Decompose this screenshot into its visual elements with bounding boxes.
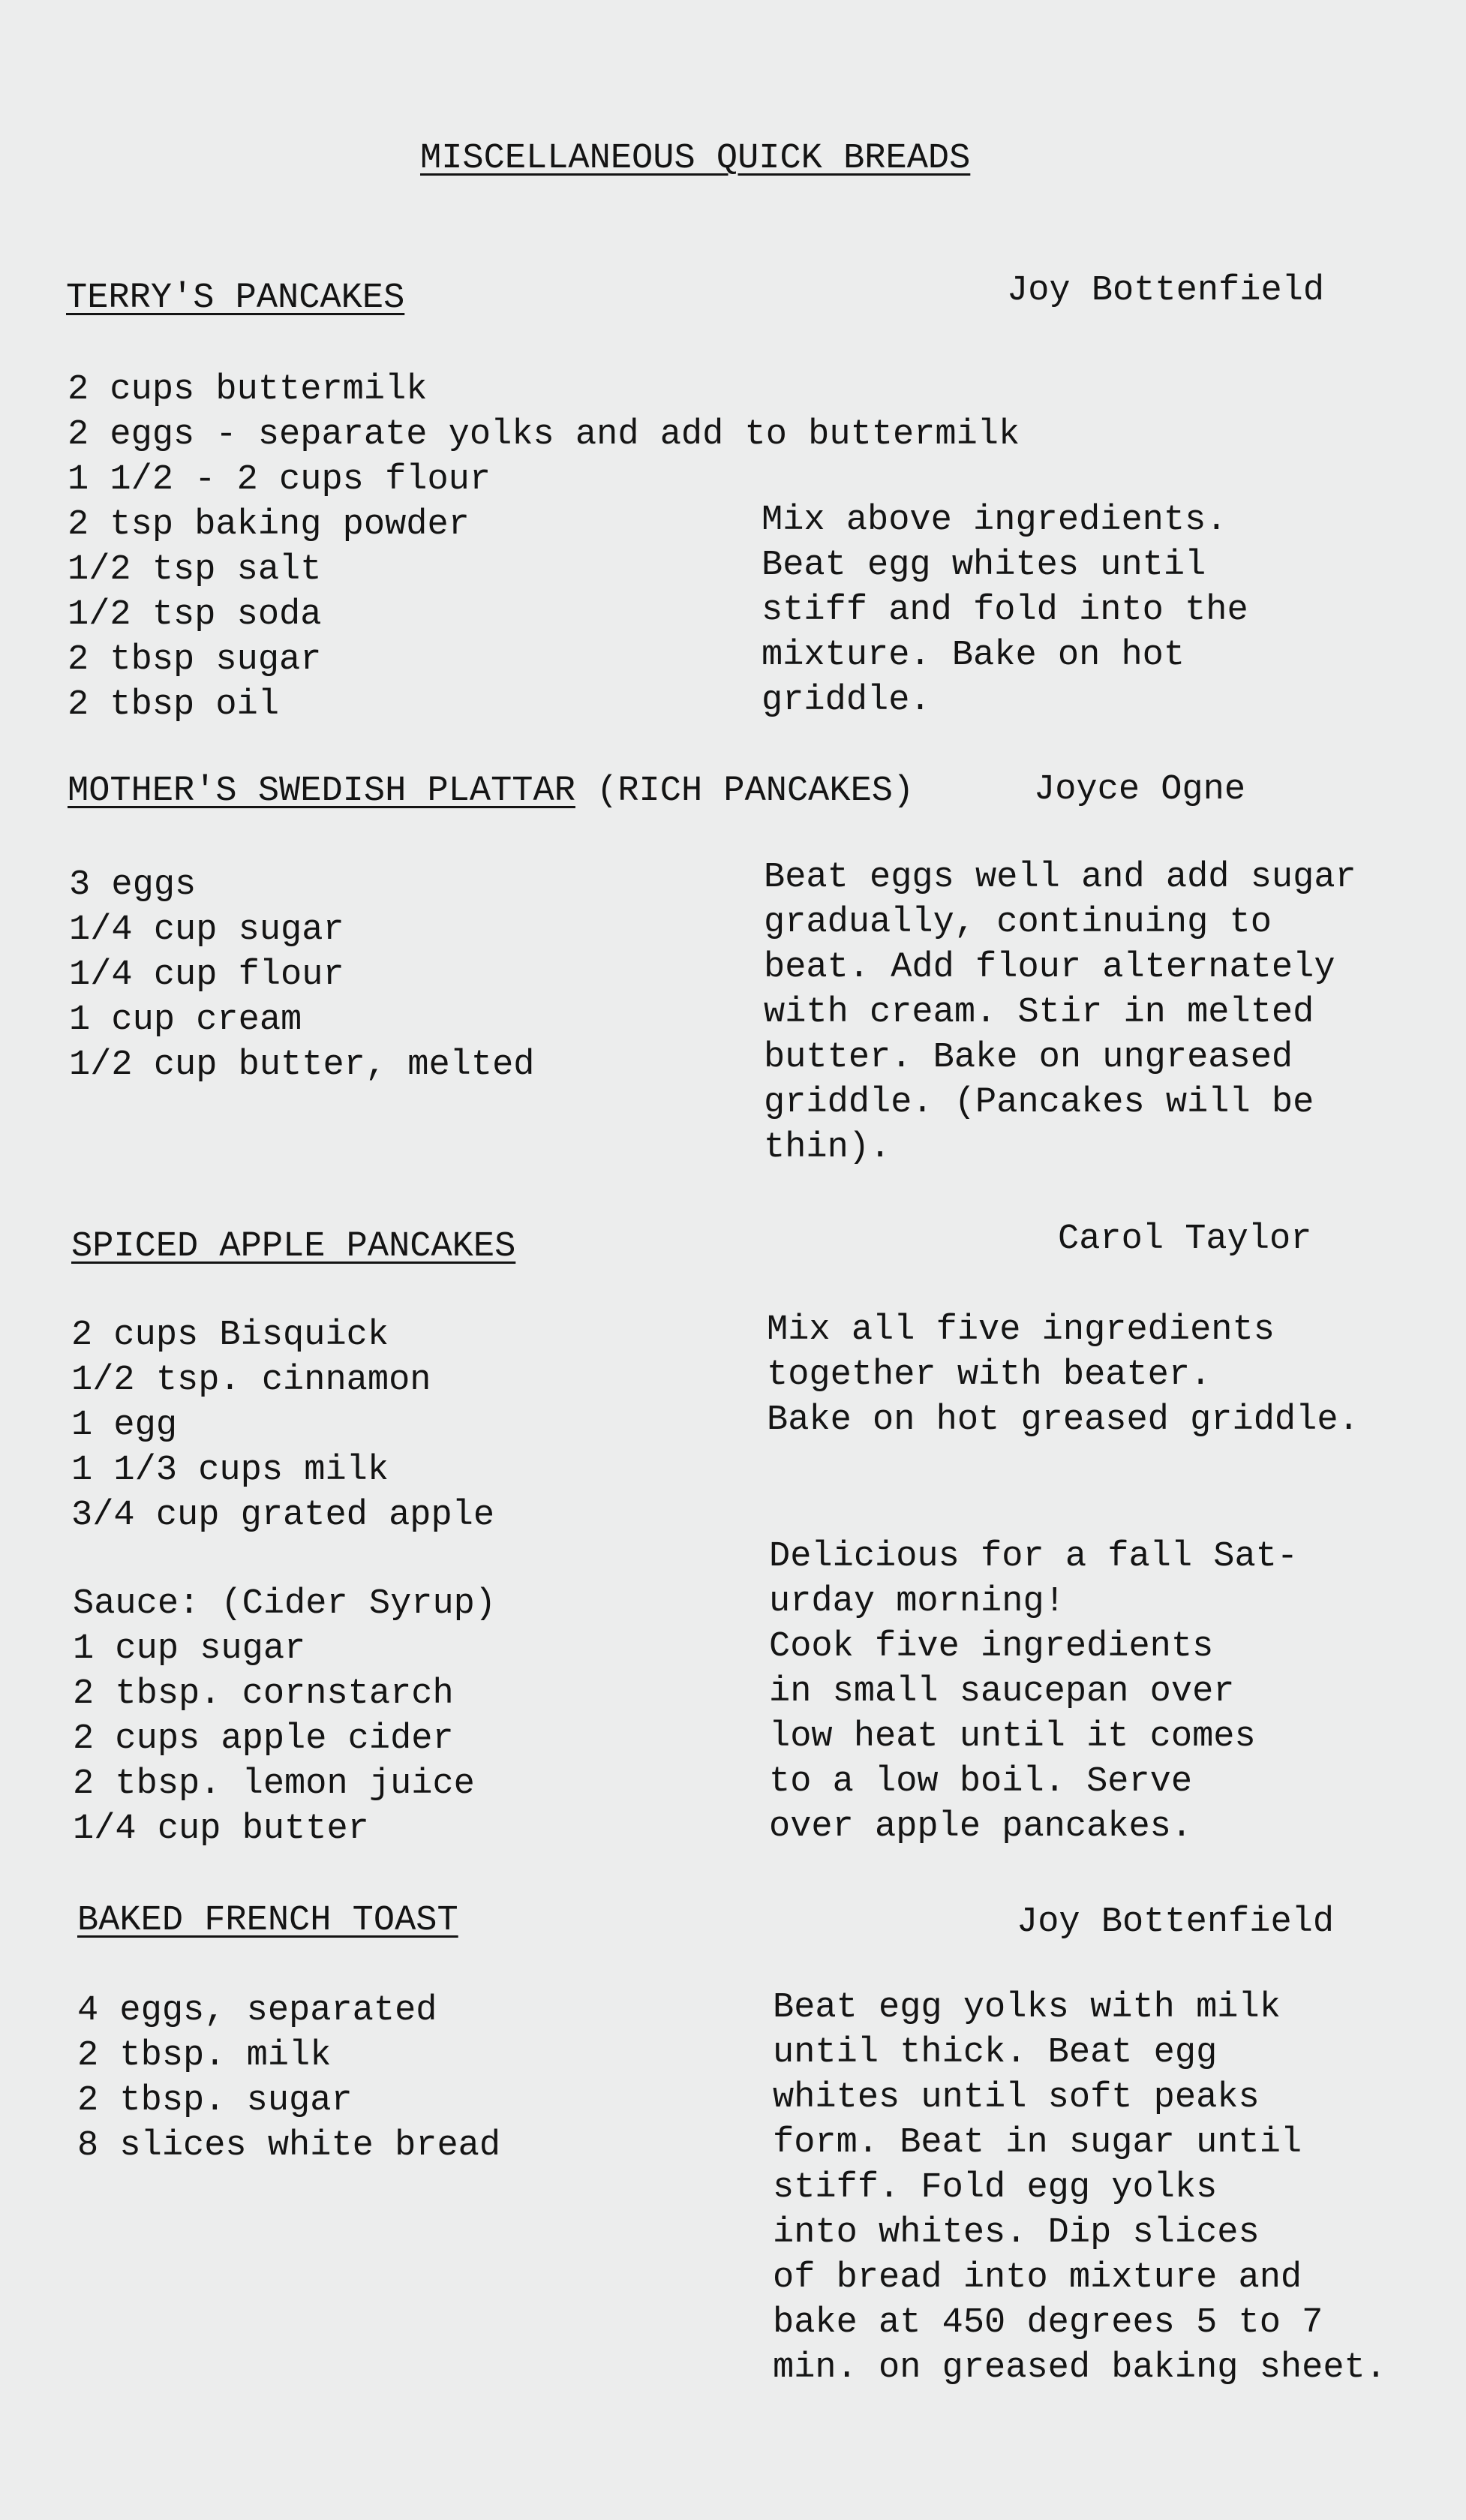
sauce-title: Sauce: (Cider Syrup): [73, 1584, 497, 1624]
direction-line: in small saucepan over: [769, 1672, 1235, 1712]
recipe-title-main: MOTHER'S SWEDISH PLATTAR: [68, 771, 575, 811]
ingredient-line: 1 1/2 - 2 cups flour: [68, 460, 491, 500]
sauce-ingredients: [73, 1582, 496, 1852]
ingredient-line: 1/4 cup flour: [69, 955, 344, 995]
direction-line: butter. Bake on ungreased: [764, 1038, 1293, 1078]
ingredient-list-swedish-plattar: [69, 863, 535, 1088]
direction-line: stiff and fold into the: [762, 591, 1248, 630]
direction-line: mixture. Bake on hot: [762, 636, 1185, 675]
direction-line: together with beater.: [767, 1355, 1212, 1395]
ingredient-list-spiced-apple-pancakes: [71, 1313, 494, 1538]
note-line: Delicious for a fall Sat-: [769, 1537, 1299, 1577]
direction-line: to a low boil. Serve: [769, 1762, 1193, 1802]
recipe-title-sub: (RICH PANCAKES): [596, 771, 915, 811]
ingredient-line: 1/2 tsp. cinnamon: [71, 1361, 431, 1400]
ingredient-line: 1 cup sugar: [73, 1629, 306, 1669]
page-title: MISCELLANEOUS QUICK BREADS: [420, 139, 971, 179]
ingredient-line: 1/2 tsp salt: [68, 550, 322, 590]
recipe-author-spiced-apple-pancakes: Carol Taylor: [1058, 1219, 1312, 1259]
ingredient-line: 1/2 cup butter, melted: [69, 1045, 535, 1085]
direction-line: stiff. Fold egg yolks: [773, 2168, 1218, 2208]
direction-line: gradually, continuing to: [764, 903, 1272, 943]
ingredient-line: 2 tsp baking powder: [68, 505, 470, 545]
direction-line: Mix above ingredients.: [762, 501, 1227, 540]
direction-line: griddle. (Pancakes will be: [764, 1083, 1314, 1123]
ingredient-line: 2 tbsp sugar: [68, 640, 322, 680]
direction-line: whites until soft peaks: [773, 2078, 1260, 2118]
ingredient-line: 2 tbsp. lemon juice: [73, 1764, 475, 1804]
ingredient-line: 2 eggs - separate yolks and add to buttermilk: [68, 415, 1020, 455]
ingredient-line: 1/4 cup sugar: [69, 910, 344, 950]
ingredient-line: 2 tbsp oil: [68, 685, 280, 725]
direction-line: with cream. Stir in melted: [764, 993, 1314, 1033]
ingredient-line: 2 cups apple cider: [73, 1719, 454, 1759]
recipe-title-baked-french-toast: BAKED FRENCH TOAST: [77, 1901, 458, 1941]
recipe-author-baked-french-toast: Joy Bottenfield: [1017, 1902, 1335, 1942]
ingredient-line: 2 tbsp. sugar: [77, 2081, 353, 2121]
direction-line: Beat egg yolks with milk: [773, 1988, 1281, 2028]
direction-line: griddle.: [762, 681, 931, 720]
ingredient-line: 1/4 cup butter: [73, 1809, 369, 1849]
direction-line: Beat egg whites until: [762, 546, 1206, 585]
direction-line: Cook five ingredients: [769, 1627, 1214, 1667]
ingredient-line: 4 eggs, separated: [77, 1991, 437, 2031]
direction-line: into whites. Dip slices: [773, 2213, 1260, 2253]
ingredient-line: 2 tbsp. milk: [77, 2036, 332, 2076]
directions-spiced-apple-pancakes: [767, 1308, 1359, 1443]
serving-note: [769, 1535, 1298, 1625]
recipe-title-spiced-apple-pancakes: SPICED APPLE PANCAKES: [71, 1227, 516, 1267]
direction-line: of bread into mixture and: [773, 2258, 1302, 2298]
recipe-author-swedish-plattar: Joyce Ogne: [1034, 770, 1246, 810]
ingredient-line: 2 tbsp. cornstarch: [73, 1674, 454, 1714]
ingredient-line: 1 cup cream: [69, 1000, 302, 1040]
ingredient-list-baked-french-toast: [77, 1989, 500, 2169]
direction-line: Beat eggs well and add sugar: [764, 858, 1356, 898]
direction-line: low heat until it comes: [769, 1717, 1256, 1757]
direction-line: beat. Add flour alternately: [764, 948, 1335, 988]
directions-swedish-plattar: [764, 856, 1356, 1171]
note-line: urday morning!: [769, 1582, 1065, 1622]
ingredient-line: 2 cups Bisquick: [71, 1316, 389, 1355]
recipe-author-terrys-pancakes: Joy Bottenfield: [1007, 271, 1325, 311]
ingredient-line: 2 cups buttermilk: [68, 370, 428, 410]
direction-line: min. on greased baking sheet.: [773, 2348, 1386, 2388]
direction-line: Bake on hot greased griddle.: [767, 1400, 1359, 1440]
ingredient-line: 1 1/3 cups milk: [71, 1451, 389, 1490]
direction-line: over apple pancakes.: [769, 1807, 1193, 1847]
direction-line: thin).: [764, 1128, 891, 1168]
sauce-directions: [769, 1625, 1256, 1850]
ingredient-line: 3/4 cup grated apple: [71, 1496, 495, 1535]
ingredient-line: 8 slices white bread: [77, 2126, 501, 2166]
recipe-title-terrys-pancakes: TERRY'S PANCAKES: [66, 278, 405, 318]
directions-baked-french-toast: [773, 1986, 1386, 2391]
ingredient-line: 1 egg: [71, 1406, 178, 1445]
ingredient-line: 1/2 tsp soda: [68, 595, 322, 635]
recipe-title-swedish-plattar: [68, 769, 914, 814]
direction-line: form. Beat in sugar until: [773, 2123, 1302, 2163]
direction-line: Mix all five ingredients: [767, 1310, 1275, 1350]
ingredient-line: 3 eggs: [69, 865, 197, 905]
directions-terrys-pancakes: [762, 498, 1248, 723]
direction-line: bake at 450 degrees 5 to 7: [773, 2303, 1323, 2343]
direction-line: until thick. Beat egg: [773, 2033, 1218, 2073]
